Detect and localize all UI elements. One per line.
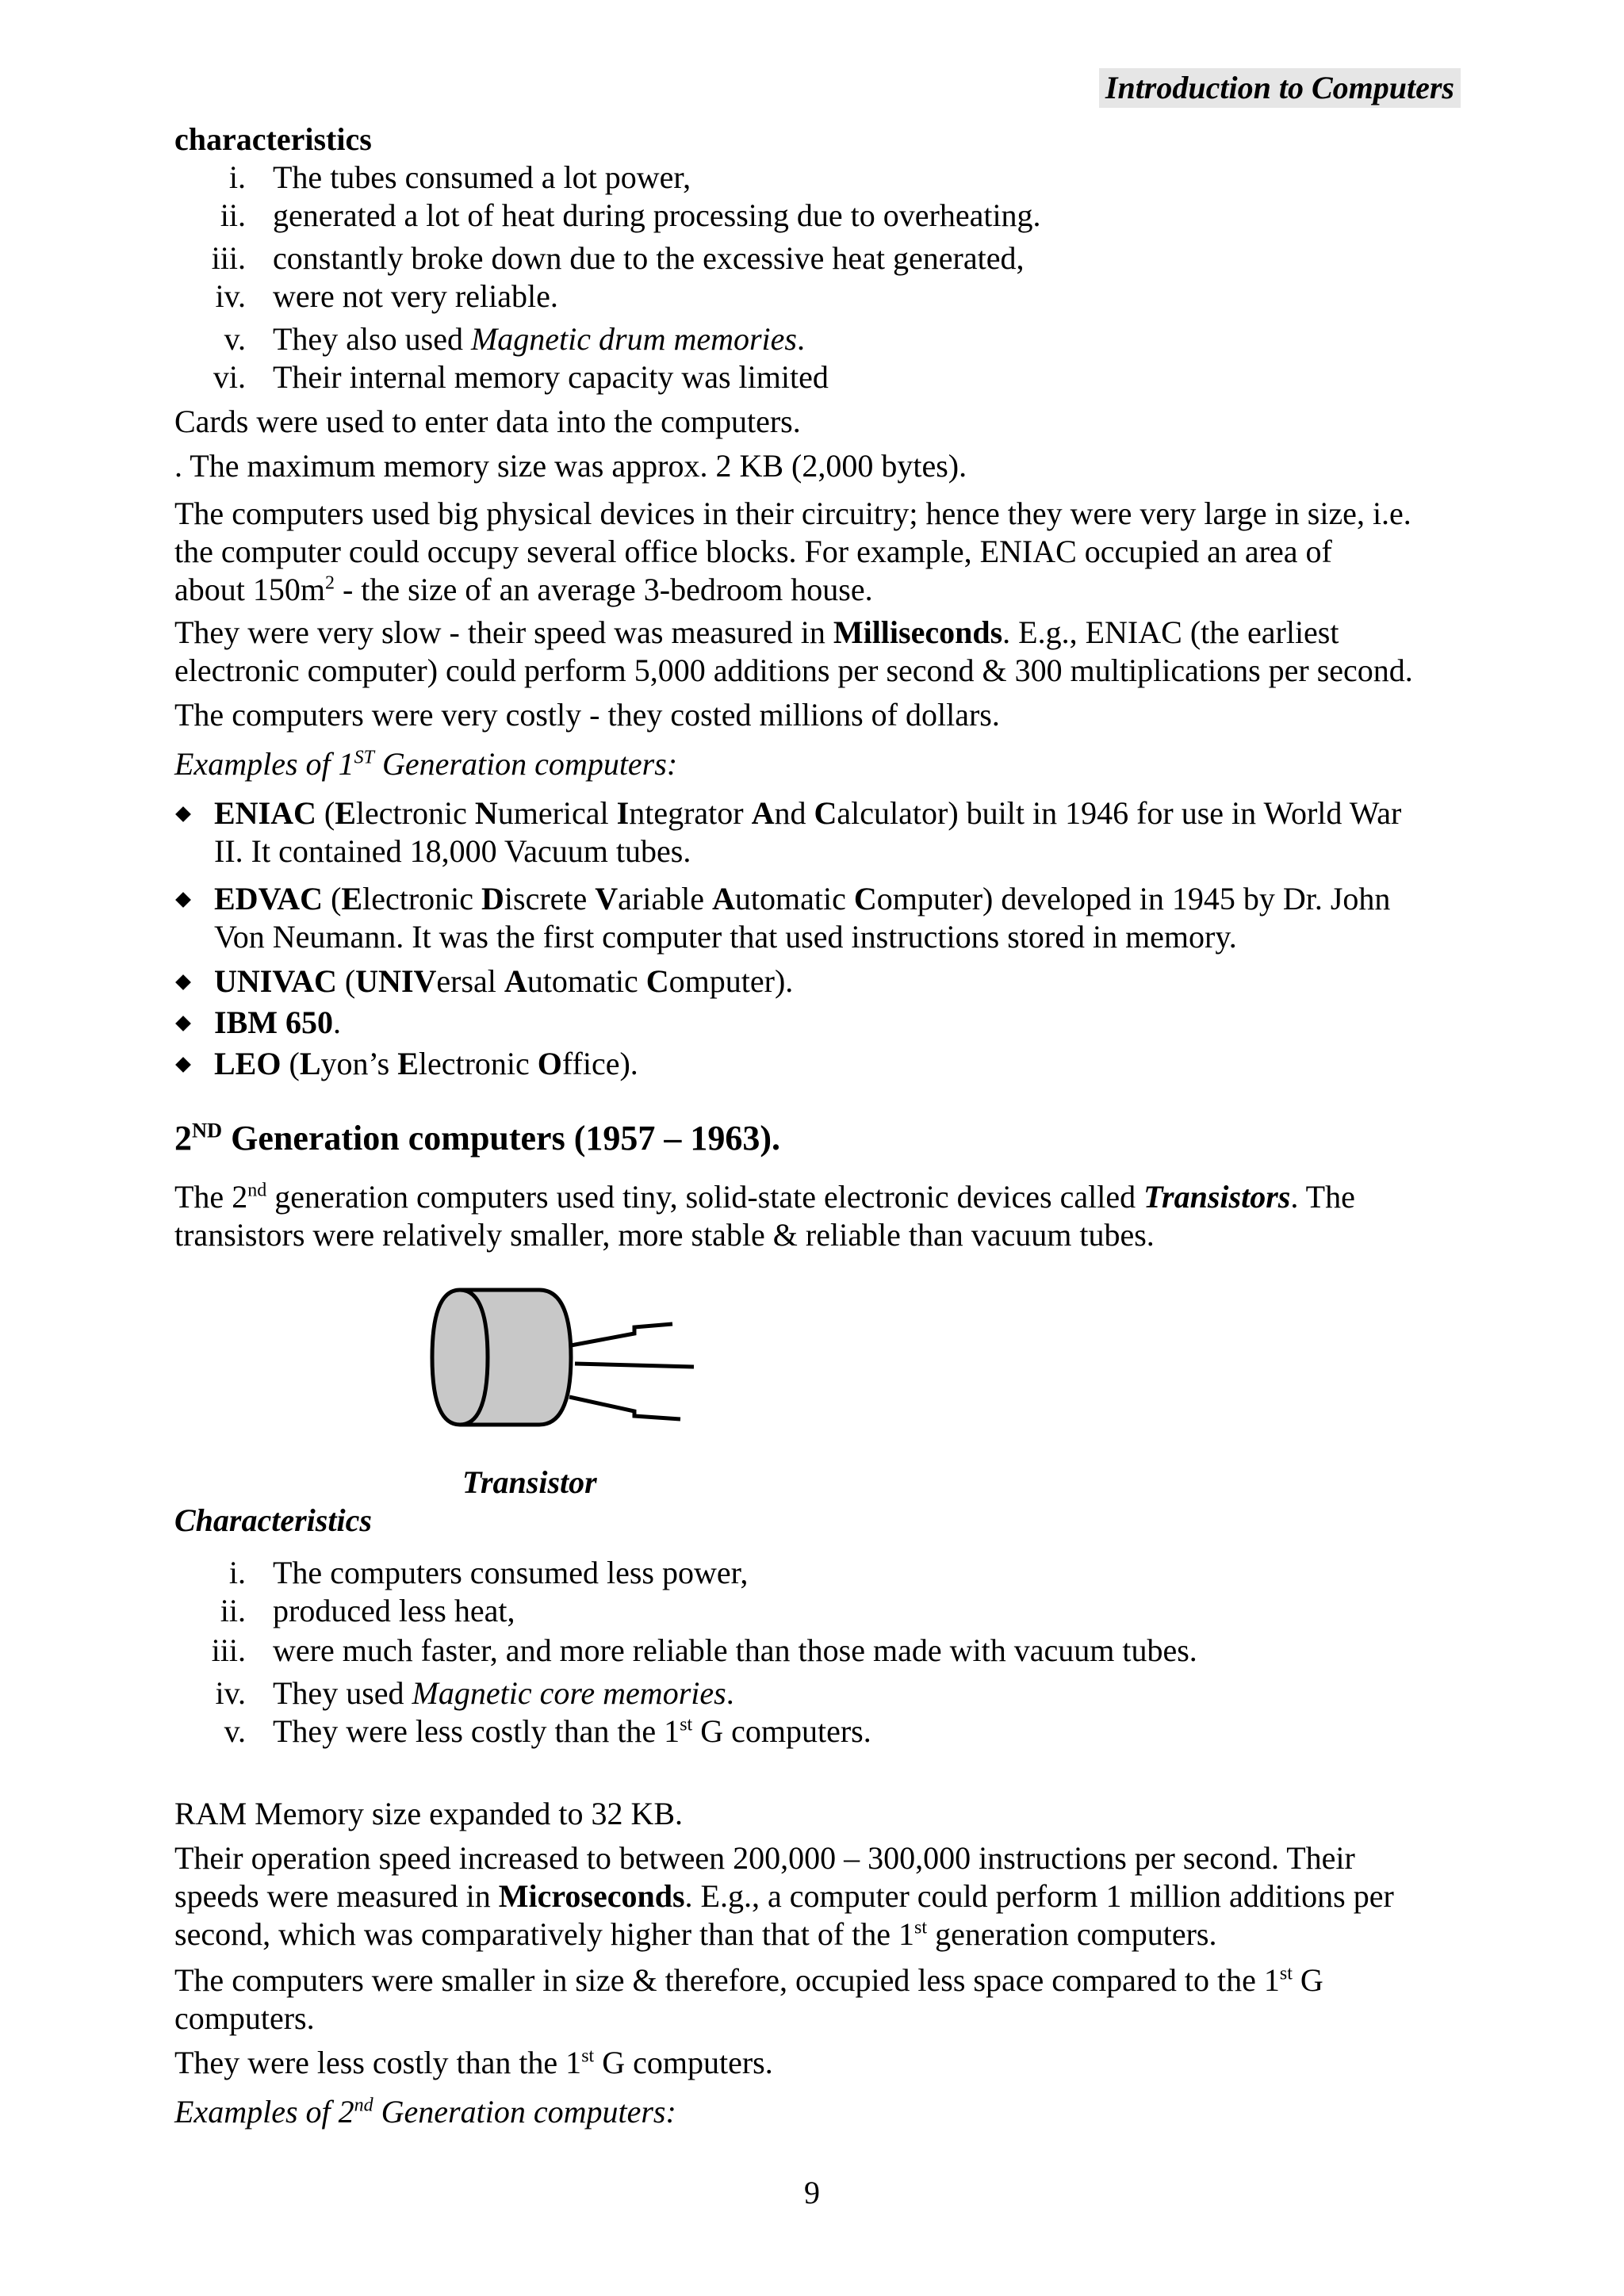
paragraph: RAM Memory size expanded to 32 KB. (174, 1796, 684, 1831)
list-item: ENIAC (Electronic Numerical Integrator And Calculator) built in 1946 for use in World War II. It contained 18,000 Vacuum tubes. (174, 794, 1475, 871)
list-item: UNIVAC (UNIVersal Automatic Computer). (174, 962, 1475, 1001)
figure-caption: Transistor (462, 1464, 597, 1500)
running-header: Introduction to Computers (1099, 68, 1461, 108)
transistor-icon (428, 1278, 706, 1437)
gen2-characteristics-heading: Characteristics (174, 1502, 372, 1538)
paragraph: The 2nd generation computers used tiny, solid-state electronic devices called Transistors. The transistors were relatively smaller, more stable & reliable than vacuum tubes. (174, 1179, 1355, 1253)
paragraph: The computers were very costly - they costed millions of dollars. (174, 697, 1000, 733)
gen1-characteristics-heading: characteristics (174, 121, 372, 157)
list-item: LEO (Lyon’s Electronic Office). (174, 1045, 1475, 1083)
page-number: 9 (804, 2175, 820, 2210)
paragraph: Cards were used to enter data into the computers. (174, 404, 801, 439)
diamond-bullet-icon (175, 806, 191, 822)
examples-heading: Examples of 1ST Generation computers: (174, 746, 678, 782)
list-item: EDVAC (Electronic Discrete Variable Automatic Computer) developed in 1945 by Dr. John Von Neumann. It was the first computer that used instructions stored in memory. (174, 880, 1475, 956)
paragraph: Their operation speed increased to between 200,000 – 300,000 instructions per second. Their speeds were measured in Microseconds. E.g., a computer could perform 1 million additions per second, which was comparatively higher than that of the 1st generation computers. (174, 1840, 1394, 1952)
paragraph: They were less costly than the 1st G computers. (174, 2045, 773, 2080)
list-item: IBM 650. (174, 1004, 1475, 1042)
paragraph: . The maximum memory size was approx. 2 KB (2,000 bytes). (174, 448, 967, 484)
diamond-bullet-icon (175, 1016, 191, 1031)
document-page: Introduction to Computers characteristics i. The tubes consumed a lot power, ii. generated a lot of heat during processing due to overheating. iii. constantly broke down due to the excessive heat generated, iv. were not very reliable. v. They also used Magnetic drum memories. vi. Their internal memory capacity was limited Cards were used to enter data into the computers. . The maximum memory size was approx. 2 KB (2,000 bytes). The computers used big physical devices in their circuitry; hence they were very large in size, i.e. the computer could occupy several office blocks. For example, ENIAC occupied an area of about $150m^2$ - the size of an average 3-bedroom house. They were very slow - their speed was measured in Milliseconds. E.g., ENIAC (the earliest electronic computer) could perform 5,000 additions per second & 300 multiplications per second. The computers were very costly - they costed millions of dollars. Examples of 1ST Generation computers: ENIAC (Electronic Numerical Integrator And Calculator) built in 1946 for use in World War II. It contained 18,000 Vacuum tubes. EDVAC (Electronic Discrete Variable Automatic Computer) developed in 1945 by Dr. John Von Neumann. It was the first computer that used instructions stored in memory. UNIVAC (UNIVersal Automatic Computer). IBM 650. LEO (Lyon’s Electronic Office). 2ND Generation computers (1957 – 1963). The 2nd generation computers used tiny, solid-state electronic devices called Transistors. The transistors were relatively smaller, more stable & reliable than vacuum tubes. Transistor Characteristics i. The computers consumed less power, ii. produced less heat, iii. were much faster, and more reliable than those made with vacuum tubes. iv. They used Magnetic core memories. v. They were less costly than the 1st G computers. RAM Memory size expanded to 32 KB. Their operation speed increased to between 200,000 – 300,000 instructions per second. Their speeds were measured in Microseconds. E.g., a computer could perform 1 million additions per second, which was comparatively higher than that of the 1st generation computers. The computers were smaller in size & therefore, occupied less space compared to the 1st G computers. They were less costly than the 1st G computers. Examples of 2nd Generation computers: 9 (0, 0, 1624, 2296)
paragraph: The computers used big physical devices in their circuitry; hence they were very large in size, i.e. the computer could occupy several office blocks. For example, ENIAC occupied an area of about $150m^2$ - the size of an average 3-bedroom house. (174, 496, 1411, 607)
section-heading: 2ND Generation computers (1957 – 1963). (174, 1118, 781, 1158)
diamond-bullet-icon (175, 892, 191, 908)
paragraph: The computers were smaller in size & therefore, occupied less space compared to the 1st G computers. (174, 1962, 1323, 2036)
diamond-bullet-icon (175, 974, 191, 990)
examples-heading: Examples of 2nd Generation computers: (174, 2094, 676, 2130)
paragraph: They were very slow - their speed was measured in Milliseconds. E.g., ENIAC (the earliest electronic computer) could perform 5,000 additions per second & 300 multiplications per second. (174, 614, 1413, 688)
diamond-bullet-icon (175, 1057, 191, 1073)
